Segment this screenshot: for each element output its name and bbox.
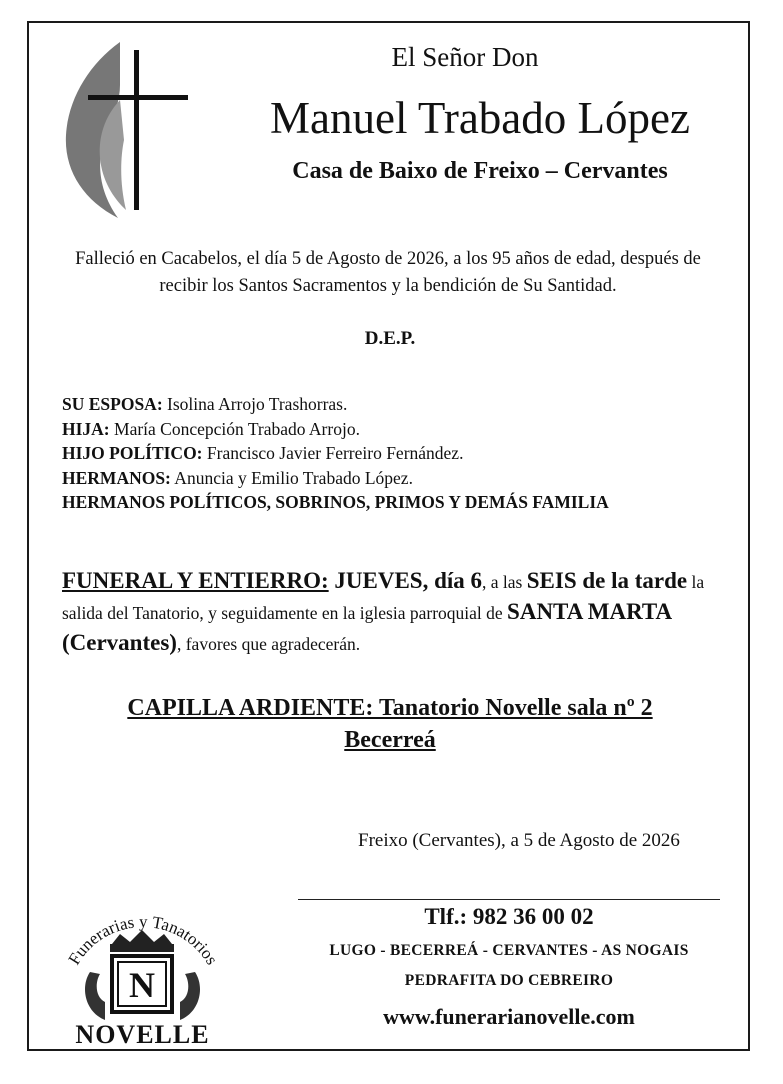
funeral-heading: FUNERAL Y ENTIERRO: — [62, 568, 329, 593]
house-name: Casa de Baixo de Freixo – Cervantes — [292, 158, 668, 184]
cities-list: LUGO - BECERREÁ - CERVANTES - AS NOGAIS — [329, 942, 689, 959]
family-line: HERMANOS POLÍTICOS, SOBRINOS, PRIMOS Y DEMÁS FAMILIA — [62, 492, 609, 512]
svg-text:N: N — [129, 965, 155, 1005]
dep-text: D.E.P. — [364, 328, 416, 349]
funeral-details: FUNERAL Y ENTIERRO: JUEVES, día 6, a las SEIS de la tarde la salida del Tanatorio, y seguidamente en la iglesia parroquial de SANTA MARTA (Cervantes), favores que agradecerán. — [62, 568, 705, 655]
chapel-info: CAPILLA ARDIENTE: Tanatorio Novelle sala nº 2 Becerreá — [127, 695, 653, 753]
funeral-time: SEIS de la tarde — [526, 568, 688, 593]
family-line: HIJO POLÍTICO: Francisco Javier Ferreiro Fernández. — [62, 443, 464, 463]
svg-text:Funerarias y Tanatorios: Funerarias y Tanatorios — [64, 911, 222, 968]
website-link[interactable]: www.funerarianovelle.com — [383, 1004, 635, 1029]
pedrafita-text: PEDRAFITA DO CEBREIRO — [404, 972, 614, 989]
death-notice: Falleció en Cacabelos, el día 5 de Agosto de 2026, a los 95 años de edad, después de recibir los Santos Sacramentos y la bendición de Su Santidad. — [75, 249, 701, 296]
family-line: HERMANOS: Anuncia y Emilio Trabado López. — [62, 467, 413, 488]
phone-number: Tlf.: 982 36 00 02 — [424, 904, 594, 929]
funeral-day: JUEVES, día 6 — [328, 568, 483, 593]
brand-name: NOVELLE — [75, 1020, 210, 1049]
deceased-name: Manuel Trabado López — [270, 93, 690, 143]
family-list — [62, 392, 609, 515]
intro-text: El Señor Don — [391, 42, 539, 72]
family-line: SU ESPOSA: Isolina Arrojo Trashorras. — [62, 394, 348, 414]
cross-flame-icon — [58, 40, 198, 220]
family-line: HIJA: María Concepción Trabado Arrojo. — [62, 418, 360, 439]
divider-line — [298, 899, 720, 900]
church-name: SANTA MARTA (Cervantes) — [62, 599, 671, 655]
place-date: Freixo (Cervantes), a 5 de Agosto de 2026 — [358, 830, 680, 851]
